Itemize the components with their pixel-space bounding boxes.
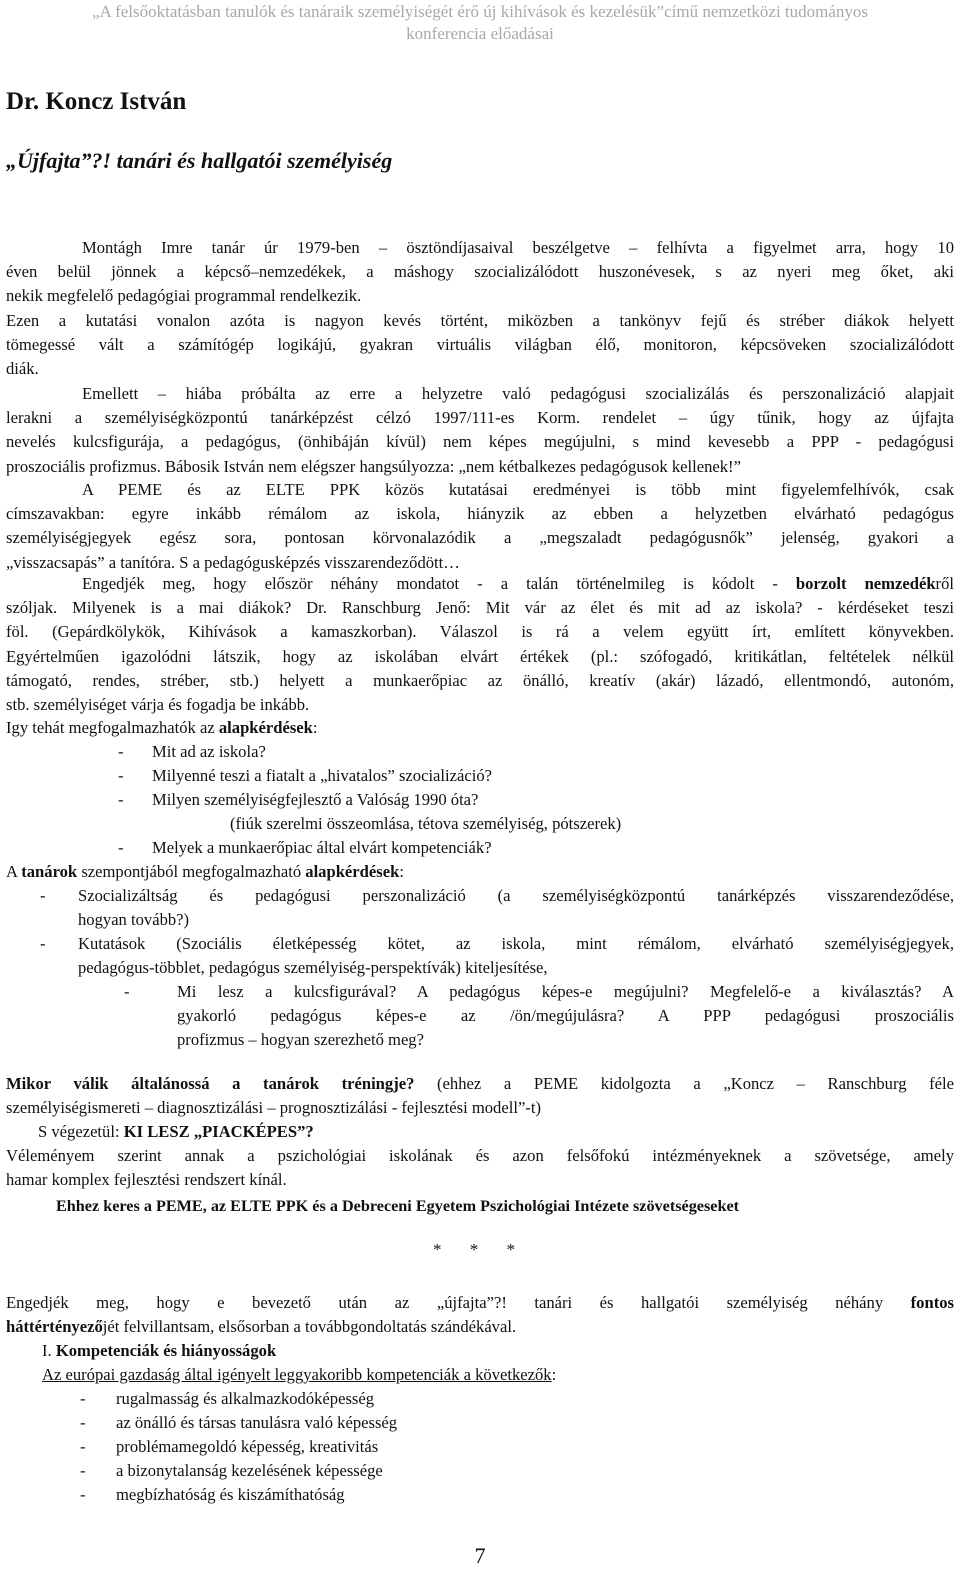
emphasis-alapkerdesek: alapkérdések: [305, 862, 400, 881]
text-line: címszavakban: egyre inkább rémálom az iskola, hiányzik az ebben a helyzetben elvárható pedagógus: [6, 504, 954, 524]
paragraph-4: [6, 478, 954, 575]
text-line: [6, 572, 954, 596]
text-line: gyakorló pedagógus képes-e az /ön/megújulásra? A PPP pedagógusi proszociális: [177, 1006, 954, 1026]
text-line: Montágh Imre tanár úr 1979-ben – ösztöndíjasaival beszélgetve – felhívta a figyelmet arra, hogy 10: [82, 238, 954, 257]
section-number: I.: [42, 1341, 56, 1360]
list-item: Melyek a munkaerőpiac által elvárt kompetenciák?: [152, 838, 492, 857]
list-item: a bizonytalanság kezelésének képessége: [116, 1461, 383, 1480]
text-line: éven belül jönnek a képcső–nemzedékek, a máshogy szocializálódott huszonévesek, s az nyeri meg őket, aki: [6, 262, 954, 282]
emphasis-alapkerdesek: alapkérdések: [218, 718, 313, 737]
list-dash: -: [80, 1413, 86, 1432]
text-run: :: [312, 718, 318, 737]
list-dash: -: [80, 1461, 86, 1480]
text-line: [6, 1291, 954, 1315]
page-number: 7: [474, 1543, 486, 1568]
list-item: megbízhatóság és kiszámíthatóság: [116, 1485, 345, 1504]
text-run: S végezetül:: [38, 1122, 124, 1141]
text-line: [6, 860, 954, 884]
text-run: ről: [935, 574, 954, 593]
text-line: Szocializáltság és pedagógusi perszonalizáció (a személyiségközpontú tanárképzés visszarendeződése,: [78, 886, 954, 905]
text-run: Engedjék meg, hogy először néhány mondatot - a talán történelmileg is kódolt -: [82, 574, 796, 593]
paragraph-9: [6, 1194, 954, 1218]
text-line: [6, 1363, 954, 1387]
list-item: Milyen személyiségfejlesztő a Valóság 1990 óta?: [152, 790, 479, 809]
text-line: tömegessé vált a számítógép logikájú, gyakran virtuális világban élő, monitoron, képcsöveken szocializálódott: [6, 335, 954, 355]
text-line: [6, 716, 954, 740]
emphasis-tanarok: tanárok: [21, 862, 78, 881]
text-line: hamar komplex fejlesztési rendszert kínál.: [6, 1170, 287, 1190]
text-line: szóljak. Milyenek is a mai diákok? Dr. Ranschburg Jenő: Mit vár az élet és mit ad az iskola? - kérdéseket teszi: [6, 598, 954, 618]
text-run: :: [551, 1365, 557, 1385]
text-line: hogyan tovább?): [78, 910, 190, 930]
list-dash: -: [118, 838, 124, 857]
sub-list-item: [177, 980, 954, 1053]
author-name: Dr. Koncz István: [6, 88, 187, 115]
text-line: „visszacsapás” a tanítóra. S a pedagógusképzés visszarendeződött…: [6, 552, 460, 572]
running-header-line-2: konferencia előadásai: [406, 24, 554, 43]
list-dash: -: [40, 886, 46, 905]
list-dash: -: [80, 1485, 86, 1504]
list-item: problémamegoldó képesség, kreativitás: [116, 1437, 379, 1456]
text-line: lerakni a személyiségközpontú tanárképzést célzó 1997/111-es Korm. rendelet – úgy tűnik, hogy az újfajta: [6, 408, 954, 428]
text-line: pedagógus-többlet, pedagógus személyiség-perspektívák) kiteljesítése,: [78, 958, 548, 978]
section-subtitle: Az európai gazdaság által igényelt leggyakoribb kompetenciák a következők: [42, 1365, 552, 1385]
text-line: A PEME és az ELTE PPK közös kutatásai eredményei is több mint figyelemfelhívók, csak: [82, 480, 954, 499]
text-run: A: [6, 862, 22, 881]
text-line: Emellett – hiába próbálta az erre a helyzetre való pedagógusi szocializálás és perszonalizáció alapjait: [82, 384, 954, 403]
text-line: nevelés kulcsfigurája, a pedagógus, (önhibáján kívül) nem képes megújulni, s mind kevesebb a PPP - pedagógusi: [6, 432, 954, 452]
list-item: [78, 932, 954, 980]
text-line: Kutatások (Szociális életképesség kötet, az iskola, mint rémálom, elvárható személyiségjegyek,: [78, 934, 954, 953]
text-line: diák.: [6, 359, 39, 379]
text-run: :: [399, 862, 404, 881]
paragraph-10: [6, 1291, 954, 1339]
emphasis-piackepes: KI LESZ „PIACKÉPES”?: [123, 1122, 314, 1141]
list-dash: -: [80, 1437, 86, 1456]
list-dash: -: [80, 1389, 86, 1408]
list-item: Milyenné teszi a fiatalt a „hivatalos” szocializáció?: [152, 766, 493, 785]
text-line: [6, 1315, 954, 1339]
list-item: rugalmasság és alkalmazkodóképesség: [116, 1389, 375, 1408]
paragraph-8: [6, 1144, 954, 1192]
text-run: (ehhez a PEME kidolgozta a „Koncz – Ranschburg féle: [414, 1074, 954, 1093]
text-line: [6, 1072, 954, 1096]
article-title: „Újfajta”?! tanári és hallgatói személyiség: [6, 148, 393, 173]
questions-intro: [6, 716, 954, 740]
list-dash: -: [124, 982, 130, 1001]
list-item: Mit ad az iskola?: [152, 742, 266, 761]
list-item: az önálló és társas tanulásra való képesség: [116, 1413, 398, 1432]
emphasis-question: Mikor válik általánossá a tanárok tréningje?: [6, 1074, 415, 1093]
text-line: Ehhez keres a PEME, az ELTE PPK és a Debreceni Egyetem Pszichológiai Intézete szövetségeseket: [56, 1197, 740, 1215]
text-line: személyiségismereti – diagnosztizálási – prognosztizálási - fejlesztési modell”-t): [6, 1098, 541, 1118]
text-line: [6, 1120, 954, 1144]
list-dash: -: [118, 766, 124, 785]
text-line: támogató, rendes, stréber, stb.) helyett a munkaerőpiac az önálló, kreatív (akár) lázadó, ellentmondó, autonóm,: [6, 670, 954, 690]
text-line: profizmus – hogyan szerezhető meg?: [177, 1030, 424, 1050]
emphasis-borzolt-nemzedek: borzolt nemzedék: [795, 574, 936, 593]
paragraph-2: [6, 309, 954, 382]
paragraph-3: [6, 382, 954, 479]
text-run: szempontjából megfogalmazható: [77, 862, 306, 881]
text-line: személyiségjegyek egész sora, pontosan körvonalazódik a „megszaladt pedagógusnők” jelenség, gyakori a: [6, 528, 954, 548]
text-line: proszociális profizmus. Bábosik István nem elégszer hangsúlyozza: „nem kétbalkezes pedagógusok kellenek!”: [6, 456, 741, 476]
paragraph-5: [6, 572, 954, 717]
teacher-questions-intro: [6, 860, 954, 884]
section-title: Kompetenciák és hiányosságok: [55, 1341, 277, 1360]
text-line: Mi lesz a kulcsfigurával? A pedagógus képes-e megújulni? Megfelelő-e a kiválasztás? A: [177, 982, 954, 1001]
section-separator: * * *: [433, 1240, 527, 1259]
text-line: [6, 1339, 954, 1363]
emphasis-hattertenyezo: háttértényező: [6, 1317, 103, 1337]
paragraph-6: [6, 1072, 954, 1120]
text-line: stb. személyiséget várja és fogadja be inkább.: [6, 695, 310, 715]
emphasis-fontos: fontos: [910, 1293, 954, 1312]
text-run: jét felvillantsam, elsősorban a továbbgondoltatás szándékával.: [102, 1317, 517, 1337]
list-dash: -: [118, 742, 124, 761]
list-dash: -: [40, 934, 46, 953]
text-run: Igy tehát megfogalmazhatók az: [6, 718, 219, 737]
text-line: Véleményem szerint annak a pszichológiai iskolának és azon felsőfokú intézményeknek a szövetsége, amely: [6, 1146, 954, 1165]
paragraph-7: [6, 1120, 954, 1144]
text-line: nekik megfelelő pedagógiai programmal rendelkezik.: [6, 286, 362, 306]
text-line: Ezen a kutatási vonalon azóta is nagyon kevés történt, miközben a tankönyv fejű és stréber diákok helyett: [6, 311, 954, 330]
text-run: Engedjék meg, hogy e bevezető után az „újfajta”?! tanári és hallgatói személyiség néhány: [6, 1293, 911, 1312]
section-heading: [6, 1339, 954, 1387]
list-note: (fiúk szerelmi összeomlása, tétova személyiség, pótszerek): [230, 814, 622, 833]
list-item: [78, 884, 954, 932]
list-dash: -: [118, 790, 124, 809]
running-header-line-1: „A felsőoktatásban tanulók és tanáraik személyiségét érő új kihívások és kezelésük”című nemzetközi tudományos: [91, 2, 869, 21]
text-line: föl. (Gepárdkölykök, Kihívások a kamaszkorban). Válaszol is rá a velem együtt írt, említett könyvekben.: [6, 622, 954, 642]
text-line: Egyértelműen igazolódni látszik, hogy az iskolában elvárt értékek (pl.: szófogadó, kritikátlan, feltételek nélkül: [6, 646, 954, 666]
paragraph-1: [6, 236, 954, 309]
